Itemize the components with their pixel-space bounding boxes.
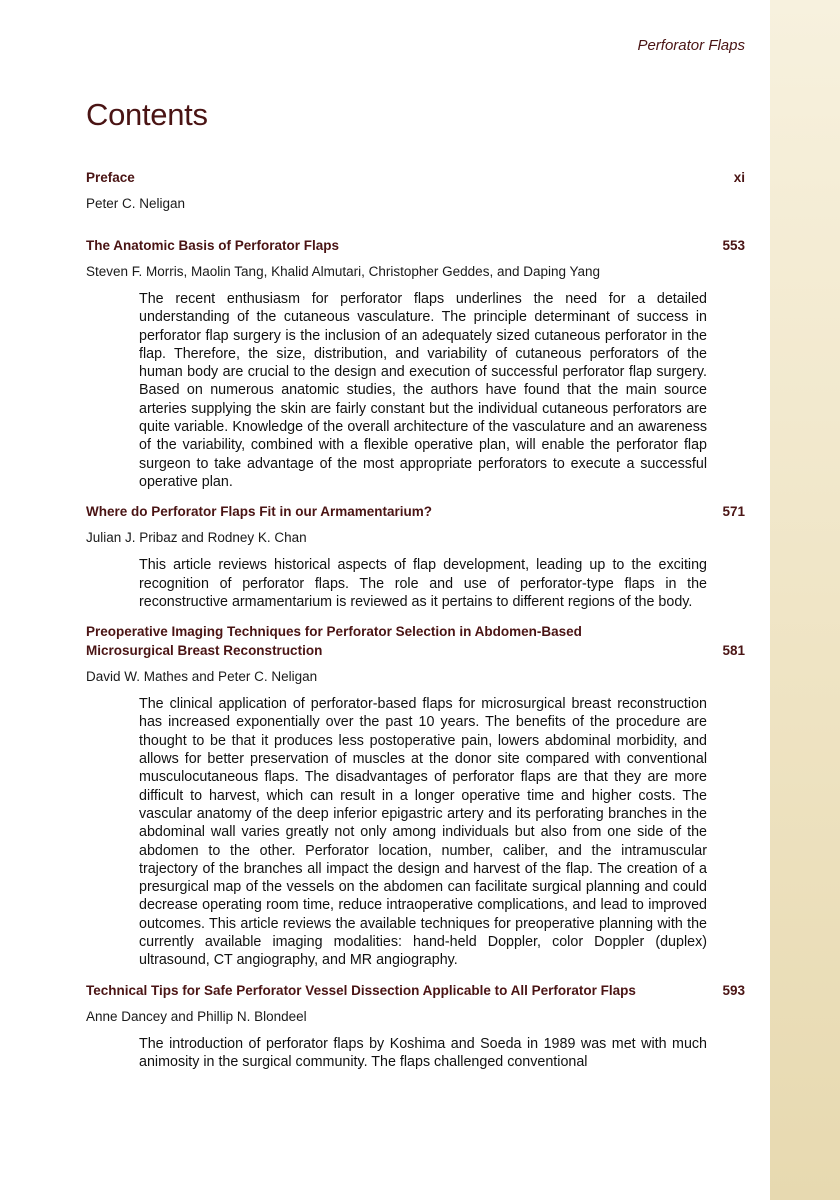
table-of-contents xyxy=(86,168,745,1071)
toc-entry-abstract: The recent enthusiasm for perforator flaps underlines the need for a detailed understanding of the cutaneous vasculature. The principle determinant of success in perforator flap surgery is the inclusion of an adequately sized cutaneous perforator in the flap. Therefore, the size, distribution, and variability of cutaneous perforators of the human body are crucial to the design and execution of successful perforator flap surgery. Based on numerous anatomic studies, the authors have found that the main source arteries supplying the skin are fairly constant but the individual cutaneous perforators are quite variable. Knowledge of the overall architecture of the vasculature and an awareness of the variability, combined with a flexible operative plan, will enable the perforator flap surgeon to take advantage of the most appropriate perforators to execute a successful operative plan. xyxy=(139,291,707,490)
toc-entry-technical-tips xyxy=(86,981,745,1072)
toc-entry-abstract: This article reviews historical aspects of flap development, leading up to the exciting recognition of perforator flaps. The role and use of perforator-type flaps in the reconstructive armamentarium is reviewed as it pertains to different regions of the body. xyxy=(139,557,707,610)
toc-entry-title: The Anatomic Basis of Perforator Flaps xyxy=(86,238,340,253)
toc-entry-title: Preface xyxy=(86,170,135,185)
toc-entry-title-link[interactable] xyxy=(86,502,745,521)
toc-entry-title-link[interactable] xyxy=(86,168,745,187)
toc-entry-abstract: The clinical application of perforator-based flaps for microsurgical breast reconstruction has increased exponentially over the past 10 years. The benefits of the procedure are thought to be that it produces less postoperative pain, lowers abdominal morbidity, and allows for better preservation of muscles at the donor site compared with conventional musculocutaneous flaps. The disadvantages of perforator flaps are that they are more difficult to harvest, which can result in a longer operative time and higher costs. The vascular anatomy of the deep inferior epigastric artery and its perforating branches in the abdominal wall varies greatly not only among individuals but also from one side of the abdomen to the other. Perforator location, number, caliber, and the intramuscular trajectory of the branches all impact the design and harvest of the flap. The creation of a presurgical map of the vessels on the abdomen can facilitate surgical planning and could decrease operating room time, reduce intraoperative complications, and lead to improved outcomes. This article reviews the available techniques for preoperative planning with the currently available imaging modalities: hand-held Doppler, color Doppler (duplex) ultrasound, CT angiography, and MR angiography. xyxy=(139,696,707,969)
page-title: Contents xyxy=(86,97,208,132)
toc-entry-title: Technical Tips for Safe Perforator Vessel Dissection Applicable to All Perforator Flaps xyxy=(86,982,636,998)
toc-entry-authors: Peter C. Neligan xyxy=(86,196,186,211)
toc-entry-page-number: 593 xyxy=(722,982,745,998)
running-title: Perforator Flaps xyxy=(637,37,745,54)
toc-entry-anatomic-basis xyxy=(86,236,745,491)
toc-entry-page-number: 553 xyxy=(722,238,745,253)
toc-entry-preoperative-imaging xyxy=(86,622,745,969)
toc-entry-page-number: 571 xyxy=(722,504,745,520)
toc-entry-title-link[interactable] xyxy=(86,236,745,255)
side-color-band xyxy=(770,0,840,1200)
toc-entry-page-number: xi xyxy=(733,170,745,185)
toc-entry-title-link[interactable] xyxy=(86,981,745,1000)
toc-entry-authors: David W. Mathes and Peter C. Neligan xyxy=(86,669,318,685)
toc-entry-preface xyxy=(86,168,745,213)
toc-entry-armamentarium xyxy=(86,502,745,611)
toc-entry-page-number: 581 xyxy=(722,643,745,659)
toc-entry-title: Where do Perforator Flaps Fit in our Armamentarium? xyxy=(86,504,433,520)
toc-entry-title-link[interactable] xyxy=(86,622,745,660)
toc-entry-abstract: The introduction of perforator flaps by Koshima and Soeda in 1989 was met with much animosity in the surgical community. The flaps challenged conventional xyxy=(139,1035,707,1070)
toc-entry-title: Preoperative Imaging Techniques for Perforator Selection in Abdomen-Based Microsurgical Breast Reconstruction xyxy=(86,624,582,659)
toc-entry-authors: Anne Dancey and Phillip N. Blondeel xyxy=(86,1008,307,1024)
toc-entry-authors: Julian J. Pribaz and Rodney K. Chan xyxy=(86,530,307,546)
toc-entry-authors: Steven F. Morris, Maolin Tang, Khalid Almutari, Christopher Geddes, and Daping Yang xyxy=(86,264,601,279)
